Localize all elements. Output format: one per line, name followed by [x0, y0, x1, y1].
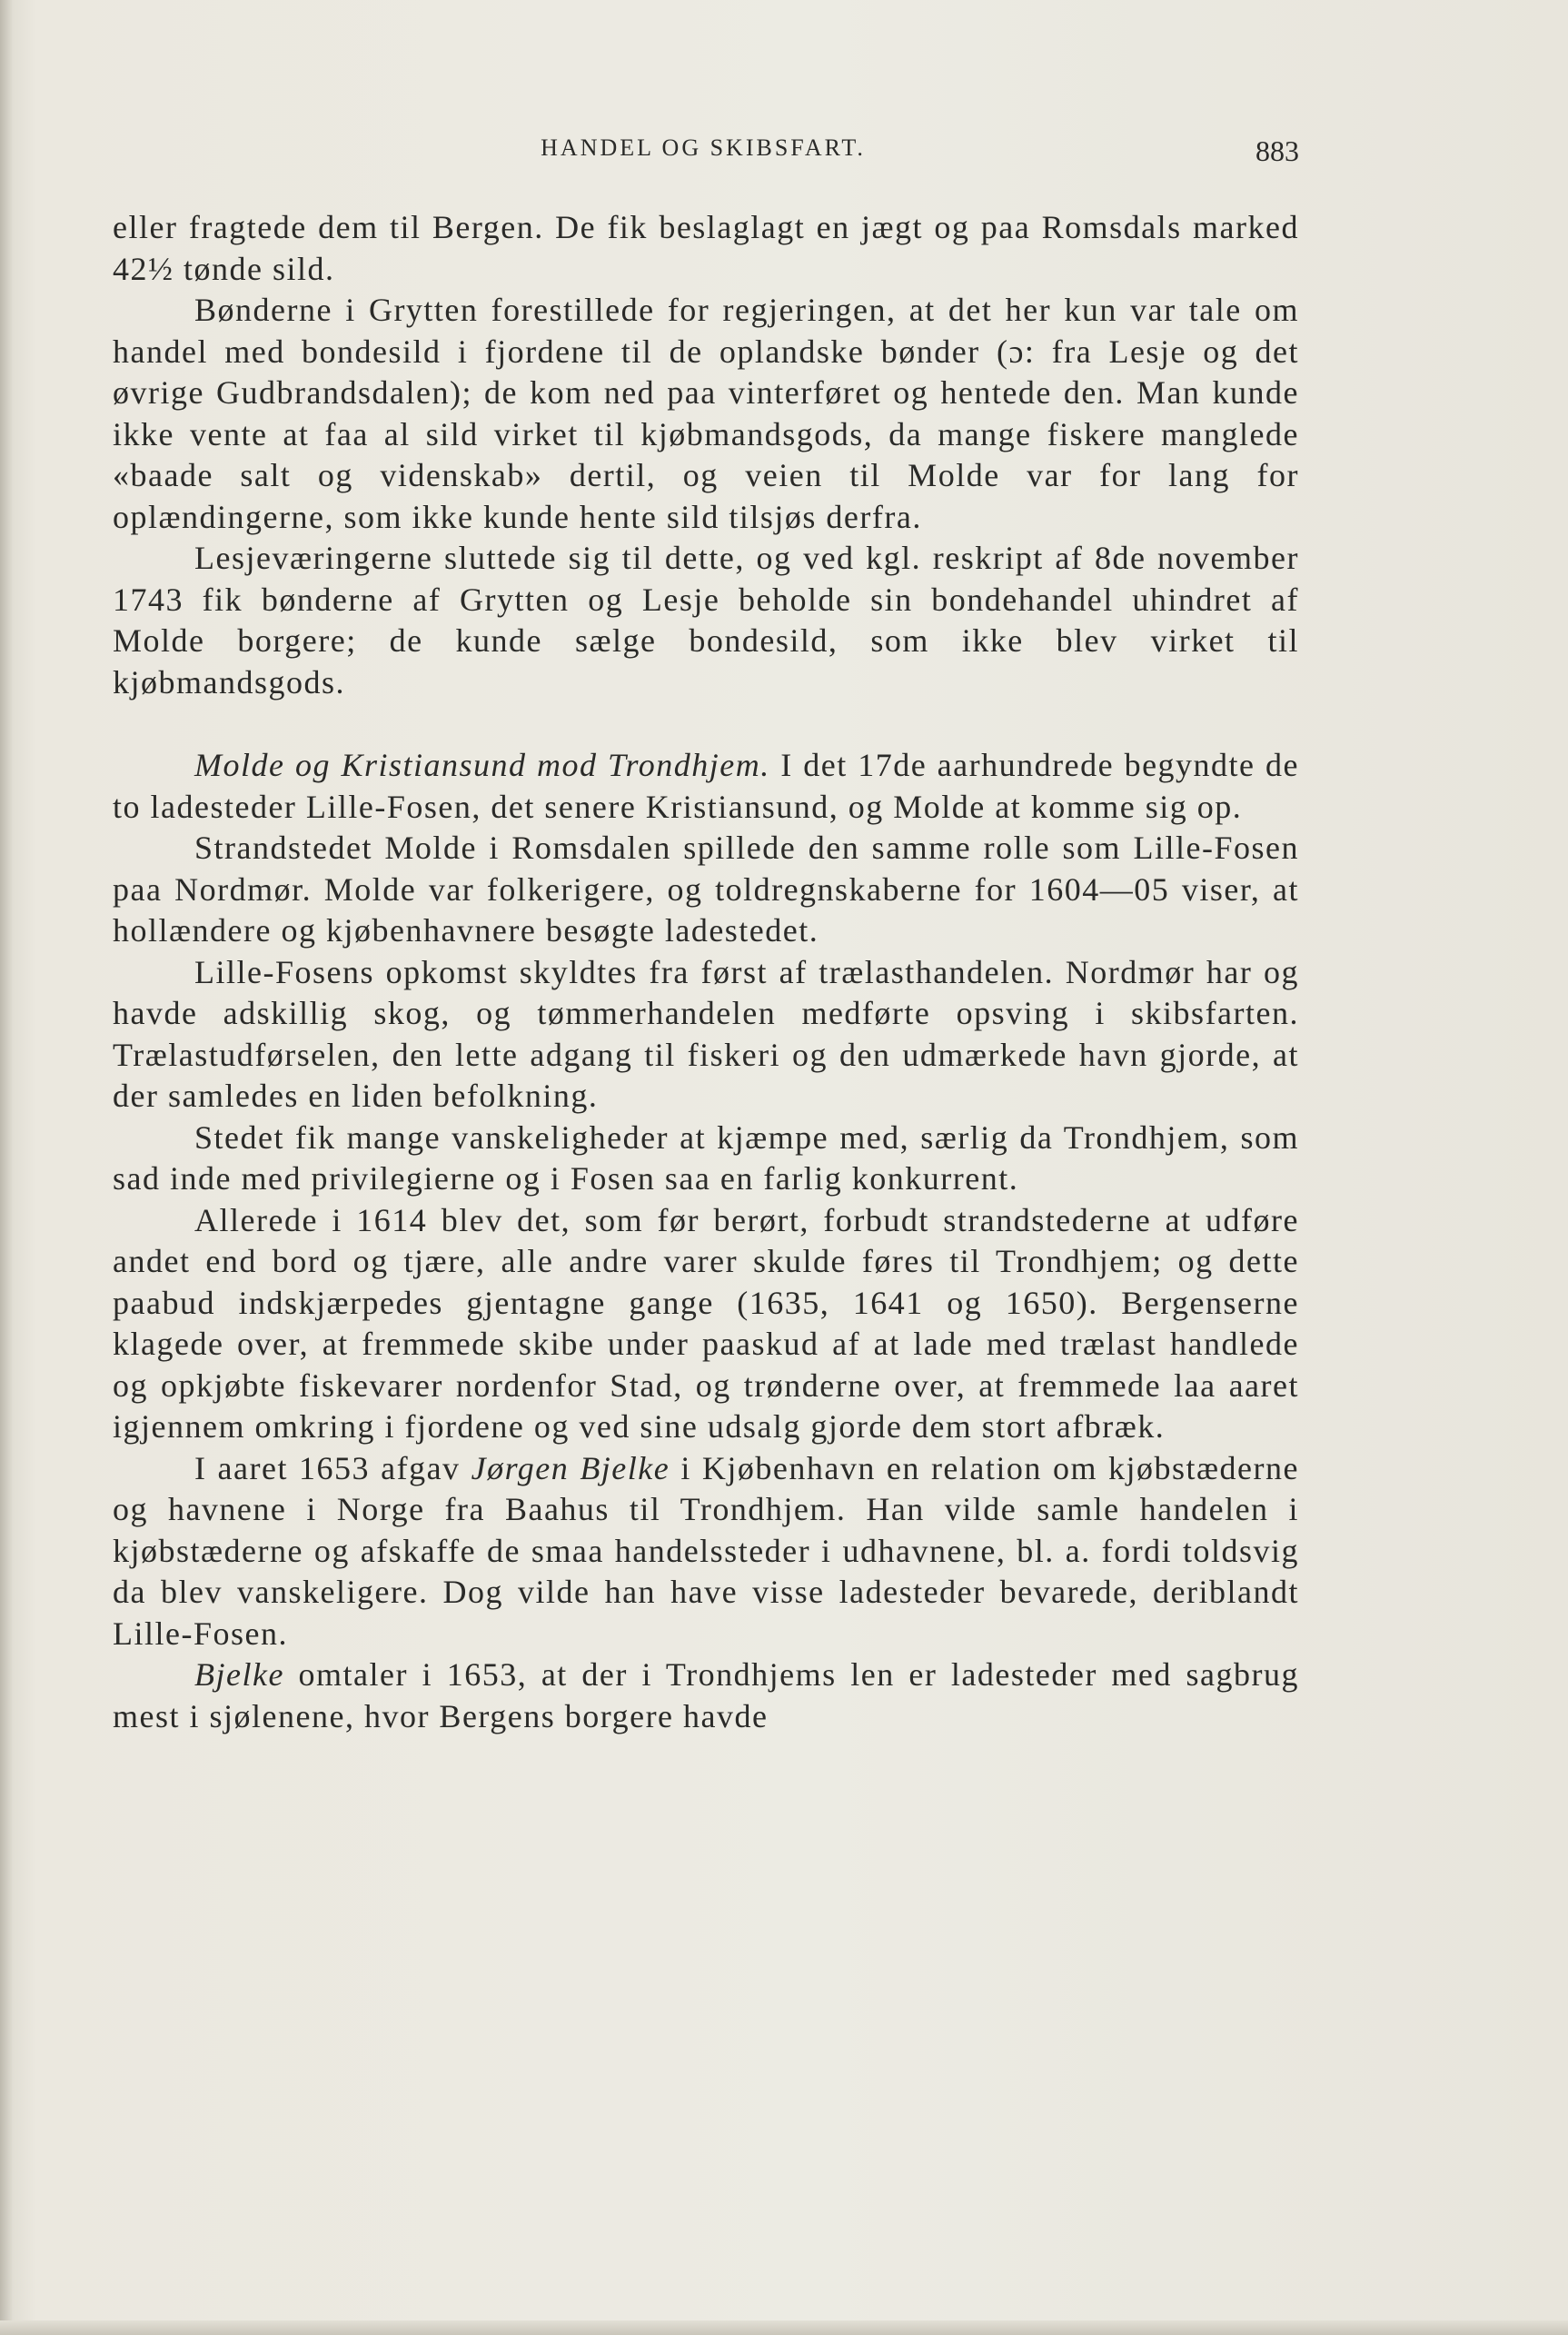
paragraph-text: eller fragtede dem til Bergen. De fik beslaglagt en jægt og paa Romsdals marked 42½ tønde sild. — [113, 209, 1299, 287]
page-header — [107, 134, 1299, 171]
paragraph — [113, 1118, 1299, 1200]
page-bottom-edge — [0, 2320, 1568, 2335]
paragraph-text: I aaret 1653 afgav — [194, 1449, 471, 1486]
paragraph-text: Strandstedet Molde i Romsdalen spillede den samme rolle som Lille-Fosen paa Nordmør. Molde var folkerigere, og toldregnskaberne for 1604—05 viser, at hollændere og kjøbenhavnere besøgte ladestedet. — [113, 830, 1299, 949]
section-heading: Molde og Kristiansund mod Trondhjem. — [194, 747, 770, 783]
paragraph — [113, 828, 1299, 952]
paragraph-text: i Kjøbenhavn en relation om kjøbstæderne og havnene i Norge fra Baahus til Trondhjem. Han vilde samle handelen i kjøbstæderne og afskaffe de smaa handelssteder i udhavnene, bl. a. fordi toldsvig da blev vanskeligere. Dog vilde han have visse ladesteder bevarede, deriblandt Lille-Fosen. — [113, 1449, 1299, 1652]
paragraph-text: Lille-Fosens opkomst skyldtes fra først af trælasthandelen. Nordmør har og havde adskillig skog, og tømmerhandelen medførte opsving i skibsfarten. Trælastudførselen, den lette adgang til fiskeri og den udmærkede havn gjorde, at der samledes en liden befolkning. — [113, 953, 1299, 1114]
paragraph-text: I det 17de aarhundrede begyndte de to ladesteder Lille-Fosen, det senere Kristiansund, og Molde at komme sig op. — [113, 747, 1300, 825]
paragraph-text: Allerede i 1614 blev det, som før berørt, forbudt strandstederne at udføre andet end bord og tjære, alle andre varer skulde føres til Trondhjem; og dette paabud indskjærpedes gjentagne gange (1635, 1641 og 1650). Bergenserne klagede over, at fremmede skibe under paaskud af at lade med trælast handlede og opkjøbte fiskevarer nordenfor Stad, og trønderne over, at fremmede laa aaret igjennem omkring i fjordene og ved sine udsalg gjorde dem stort afbræk. — [113, 1201, 1299, 1445]
paragraph — [113, 1448, 1299, 1655]
paragraph — [113, 1654, 1299, 1737]
paragraph-text: Lesjeværingerne sluttede sig til dette, og ved kgl. reskript af 8de november 1743 fik bønderne af Grytten og Lesje beholde sin bondehandel uhindret af Molde borgere; de kunde sælge bondesild, som ikke blev virket til kjøbmandsgods. — [113, 540, 1299, 700]
page-number: 883 — [1255, 134, 1299, 167]
paragraph-text: Bønderne i Grytten forestillede for regjeringen, at det her kun var tale om handel med bondesild i fjordene til de oplandske bønder (ɔ: fra Lesje og det øvrige Gudbrandsdalen); de kom ned paa vinterføret og hentede den. Man kunde ikke vente at faa al sild virket til kjøbmandsgods, da mange fiskere manglede «baade salt og videnskab» dertil, og veien til Molde var for lang for oplændingerne, som ikke kunde hente sild tilsjøs derfra. — [113, 292, 1299, 535]
paragraph-text: omtaler i 1653, at der i Trondhjems len er ladesteder med sagbrug mest i sjølenene, hvor Bergens borgere havde — [113, 1656, 1299, 1734]
body-text — [113, 207, 1299, 1737]
paragraph-text: Stedet fik mange vanskeligheder at kjæmpe med, særlig da Trondhjem, som sad inde med privilegierne og i Fosen saa en farlig konkurrent. — [113, 1118, 1299, 1197]
section-break — [113, 703, 1299, 745]
paragraph — [113, 538, 1299, 703]
running-title: HANDEL OG SKIBSFART. — [541, 134, 866, 161]
person-name: Jørgen Bjelke — [471, 1449, 670, 1486]
paragraph — [113, 207, 1299, 290]
paragraph — [113, 1200, 1299, 1448]
person-name: Bjelke — [194, 1656, 284, 1693]
page-binding-edge — [0, 0, 13, 2335]
paragraph — [113, 290, 1299, 538]
paragraph — [113, 952, 1299, 1118]
paragraph — [113, 745, 1299, 828]
